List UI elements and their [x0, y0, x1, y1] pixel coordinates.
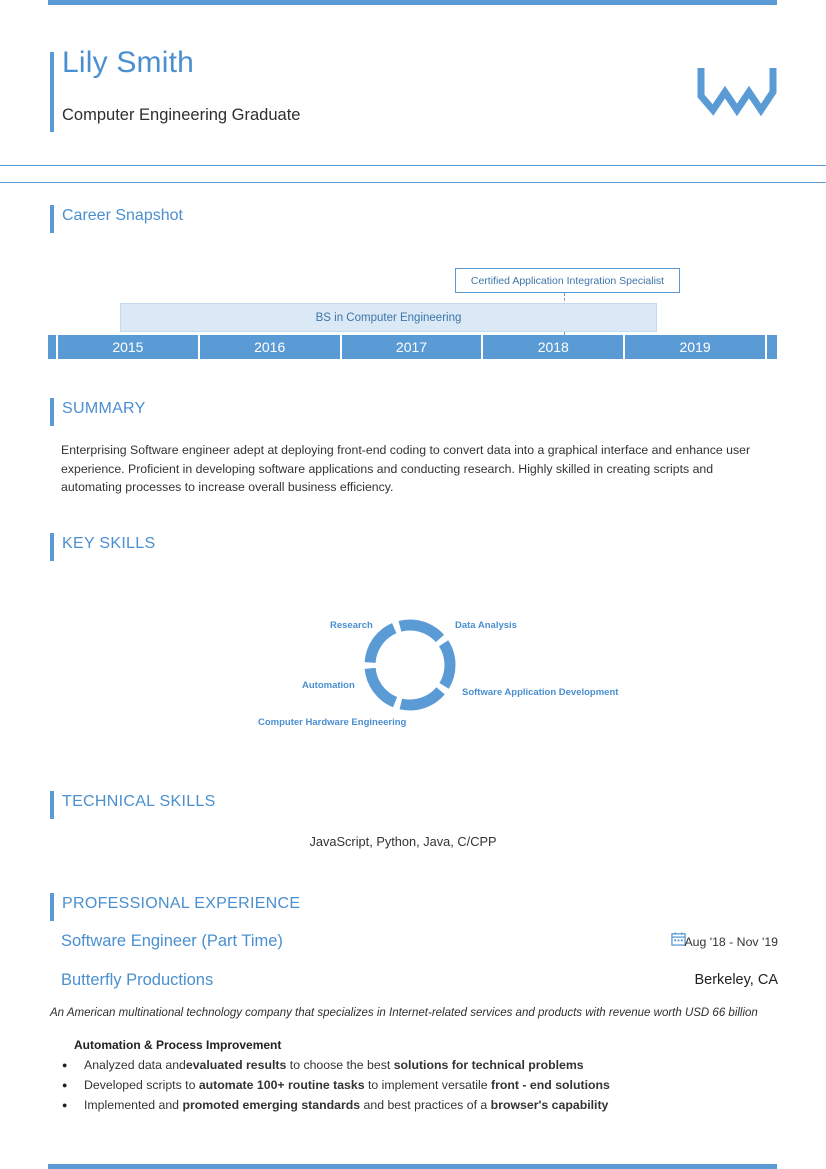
- key-skills-diagram: [250, 600, 670, 740]
- timeline-year-edge-left: [48, 335, 58, 359]
- key-skill-label: Research: [330, 620, 373, 631]
- bullet-emphasis: front - end solutions: [491, 1078, 610, 1092]
- experience-bullet-list: [58, 1055, 780, 1115]
- heading-accent-bar: [50, 205, 54, 233]
- bullet-emphasis: evaluated results: [185, 1058, 287, 1072]
- section-title: TECHNICAL SKILLS: [62, 793, 216, 810]
- section-title: SUMMARY: [62, 400, 146, 417]
- experience-role: Software Engineer (Part Time): [61, 932, 283, 950]
- bottom-accent-bar: [48, 1164, 777, 1169]
- bullet-emphasis: solutions for technical problems: [393, 1058, 584, 1072]
- experience-location: Berkeley, CA: [694, 972, 778, 988]
- key-skill-label: Computer Hardware Engineering: [258, 717, 407, 728]
- technical-skills-text: JavaScript, Python, Java, C/CPP: [309, 834, 497, 849]
- timeline-year: 2015: [58, 335, 200, 359]
- bullet-text: and best practices of a: [360, 1098, 491, 1112]
- page-title: Lily Smith: [62, 46, 195, 79]
- divider-line-bottom: [0, 182, 826, 183]
- timeline-year-edge-right: [767, 335, 777, 359]
- timeline-year: 2018: [483, 335, 625, 359]
- resume-header: [50, 46, 777, 140]
- experience-company: Butterfly Productions: [61, 971, 214, 989]
- list-item: [80, 1095, 780, 1115]
- experience-date-range: Aug '18 - Nov '19: [684, 935, 778, 949]
- key-skill-label: Data Analysis: [455, 620, 517, 631]
- summary-text: Enterprising Software engineer adept at deploying front-end coding to convert data into a graphical interface and enhance user experience. Proficient in developing software applications and conducting research. Highly skilled in creating scripts and automating processes to increase overall business efficiency.: [61, 443, 751, 494]
- heading-accent-bar: [50, 791, 54, 819]
- list-item: [80, 1075, 780, 1095]
- timeline-year: 2019: [625, 335, 767, 359]
- timeline-degree-box: BS in Computer Engineering: [120, 303, 657, 332]
- bullet-emphasis: browser's capability: [490, 1098, 609, 1112]
- divider-line-top: [0, 165, 826, 166]
- bullet-text: to implement versatile: [364, 1078, 491, 1092]
- header-accent-bar: [50, 52, 54, 132]
- timeline-year: 2016: [200, 335, 342, 359]
- top-accent-bar: [48, 0, 777, 5]
- key-skill-label: Automation: [302, 680, 355, 691]
- heading-accent-bar: [50, 533, 54, 561]
- section-title: Career Snapshot: [62, 207, 183, 224]
- key-skill-label: Software Application Development: [462, 687, 619, 698]
- experience-subheading: Automation & Process Improvement: [74, 1038, 282, 1052]
- timeline-year: 2017: [342, 335, 484, 359]
- job-title: Computer Engineering Graduate: [62, 106, 301, 124]
- career-timeline: [48, 265, 777, 362]
- heading-accent-bar: [50, 398, 54, 426]
- heading-accent-bar: [50, 893, 54, 921]
- list-item: [80, 1055, 780, 1075]
- bullet-text: Implemented and: [84, 1098, 183, 1112]
- experience-company-description: An American multinational technology company that specializes in Internet-related services and products with revenue worth USD 66 billion: [50, 1007, 758, 1019]
- bullet-text: to choose the best: [286, 1058, 394, 1072]
- bullet-emphasis: automate 100+ routine tasks: [198, 1078, 365, 1092]
- timeline-years-row: [48, 335, 777, 359]
- section-title: PROFESSIONAL EXPERIENCE: [62, 895, 301, 912]
- bullet-text: Developed scripts to: [84, 1078, 199, 1092]
- section-title: KEY SKILLS: [62, 535, 156, 552]
- bullet-text: Analyzed data and: [84, 1058, 186, 1072]
- donut-chart-icon: [360, 615, 460, 715]
- bullet-emphasis: promoted emerging standards: [182, 1098, 361, 1112]
- timeline-certificate-box: Certified Application Integration Specialist: [455, 268, 680, 293]
- company-logo-icon: [697, 62, 777, 117]
